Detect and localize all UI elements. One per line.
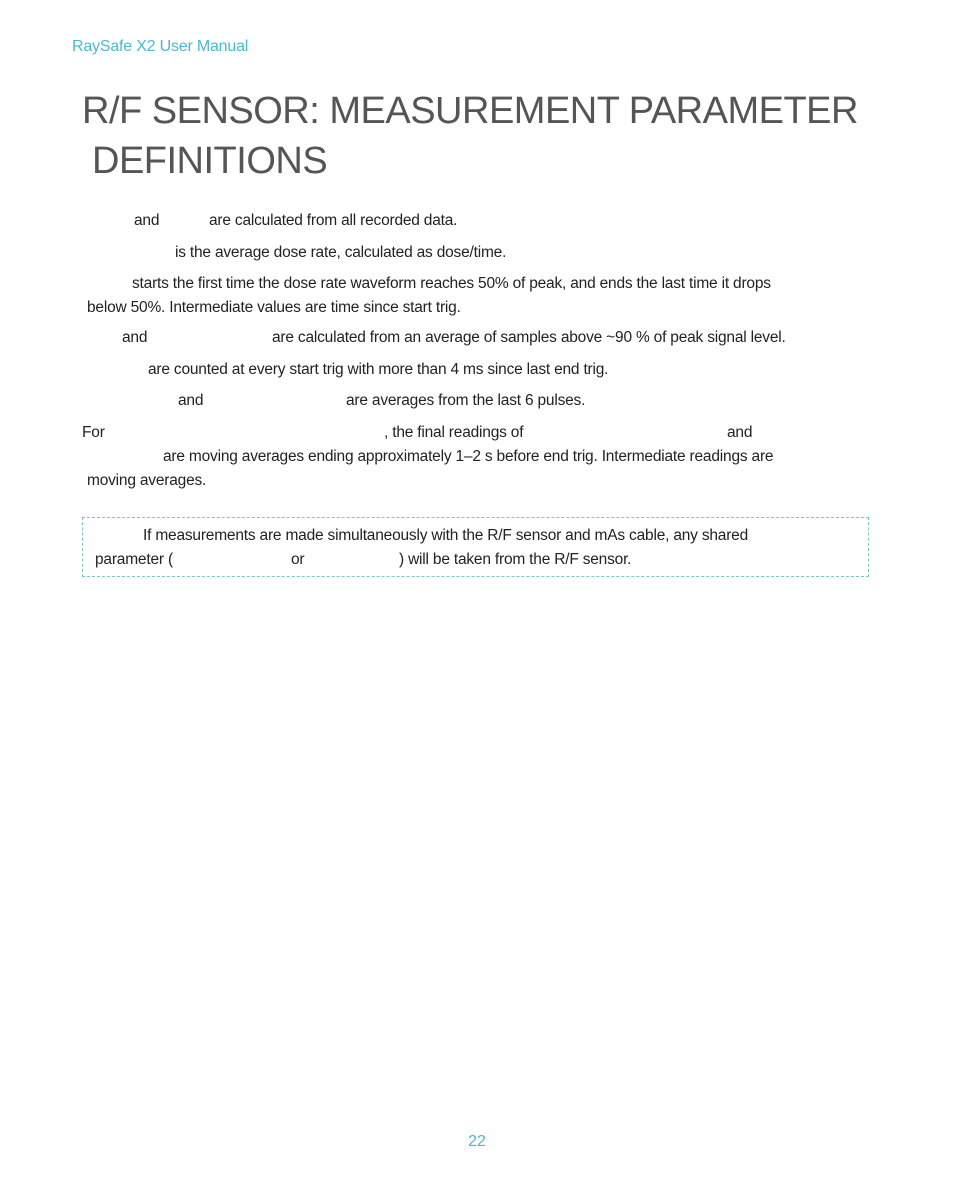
page-title [82, 86, 862, 186]
manual-header: RaySafe X2 User Manual [72, 38, 249, 55]
note-line-2-part-b: or [291, 551, 305, 568]
paragraph-7-part-e: moving averages. [87, 472, 207, 489]
note-line-1: If measurements are made simultaneously with the R/F sensor and mAs cable, any shared [143, 527, 749, 544]
paragraph-7-part-d: are moving averages ending approximately 1–2 s before end trig. Intermediate readings are [163, 448, 774, 465]
paragraph-7-part-c: and [727, 424, 753, 441]
paragraph-7-part-a: For [82, 424, 105, 441]
paragraph-1-part-b: are calculated from all recorded data. [209, 212, 458, 229]
page-title-line1: R/F SENSOR: MEASUREMENT PARAMETER [82, 90, 858, 132]
note-line-2-part-a: parameter ( [95, 551, 173, 568]
paragraph-7-part-b: , the final readings of [384, 424, 524, 441]
paragraph-6-part-a: and [178, 392, 204, 409]
paragraph-3-line-1: starts the first time the dose rate waveform reaches 50% of peak, and ends the last time it drops [132, 275, 771, 292]
page-title-line2: DEFINITIONS [92, 140, 328, 182]
paragraph-1-part-a: and [134, 212, 160, 229]
paragraph-4-part-b: are calculated from an average of samples above ~90 % of peak signal level. [272, 329, 786, 346]
note-line-2-part-c: ) will be taken from the R/F sensor. [399, 551, 632, 568]
note-box [82, 517, 869, 577]
paragraph-4-part-a: and [122, 329, 148, 346]
paragraph-5: are counted at every start trig with more than 4 ms since last end trig. [148, 361, 609, 378]
paragraph-6-part-b: are averages from the last 6 pulses. [346, 392, 586, 409]
paragraph-3-line-2: below 50%. Intermediate values are time since start trig. [87, 299, 461, 316]
paragraph-2: is the average dose rate, calculated as dose/time. [175, 244, 507, 261]
page-number: 22 [468, 1133, 486, 1150]
